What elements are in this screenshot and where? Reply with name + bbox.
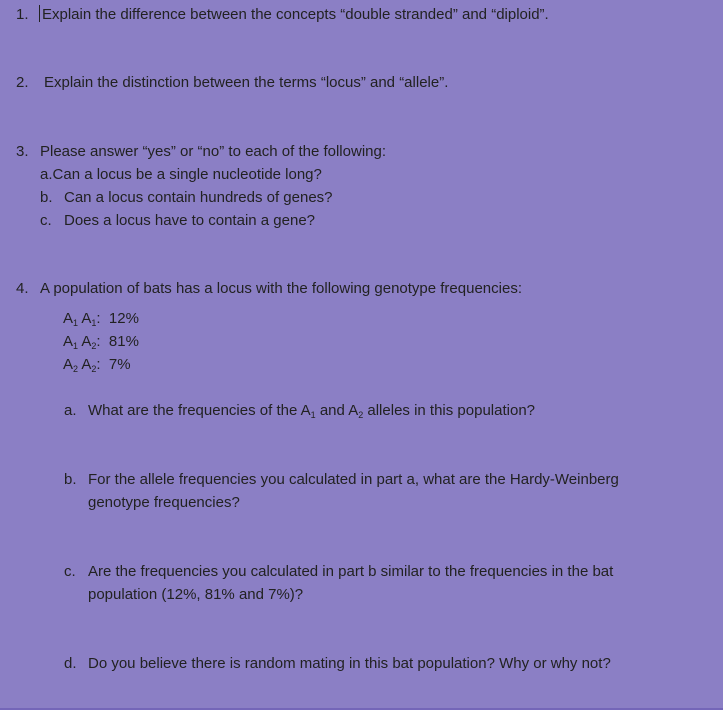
q3a-text: Can a locus be a single nucleotide long? <box>52 166 322 183</box>
q4c-text-line1: Are the frequencies you calculated in part b similar to the frequencies in the bat <box>88 563 614 580</box>
genotype-frequency: 7% <box>108 356 131 373</box>
subscript: 1 <box>310 410 316 420</box>
subscript: 1 <box>73 341 79 351</box>
genotype-frequency: 81% <box>108 333 139 350</box>
q1-text[interactable] <box>39 5 549 25</box>
q1-number: 1. <box>16 6 29 23</box>
q4c-label: c. <box>64 563 76 580</box>
subscript: 2 <box>91 364 97 374</box>
genotype-frequency: 12% <box>108 310 139 327</box>
subscript: 2 <box>91 341 97 351</box>
q3a <box>40 165 322 185</box>
allele-letter: A <box>63 356 74 373</box>
q3-text: Please answer “yes” or “no” to each of the following: <box>40 143 387 160</box>
q3c-label: c. <box>40 212 52 229</box>
q4c-text-line2: population (12%, 81% and 7%)? <box>88 586 304 603</box>
q2-number: 2. <box>16 74 29 91</box>
genotype-row: $A_1$ $A_1$: 12% <box>63 310 139 328</box>
allele-letter: A <box>81 356 92 373</box>
q3-number: 3. <box>16 143 29 160</box>
q4-text: A population of bats has a locus with the following genotype frequencies: <box>40 280 522 297</box>
q4a-label: a. <box>64 402 77 419</box>
q4d-label: d. <box>64 655 77 672</box>
q3a-label: a. <box>40 166 53 183</box>
q4-number: 4. <box>16 280 29 297</box>
q1-text-content: Explain the difference between the concepts “double stranded” and “diploid”. <box>42 6 549 23</box>
q2-text: Explain the distinction between the terms “locus” and “allele”. <box>44 74 449 91</box>
q4d-text: Do you believe there is random mating in this bat population? Why or why not? <box>88 655 611 672</box>
subscript: 1 <box>73 318 79 328</box>
allele-letter: A <box>63 333 74 350</box>
q4b-label: b. <box>64 471 77 488</box>
allele-letter: A <box>81 310 92 327</box>
q4a-mid: and A <box>315 402 359 419</box>
q3c-text: Does a locus have to contain a gene? <box>64 212 316 229</box>
subscript: 2 <box>358 410 364 420</box>
genotype-row: $A_1$ $A_2$: 81% <box>63 333 139 351</box>
q4a-pre: What are the frequencies of the A <box>88 402 311 419</box>
q4a-text <box>88 401 535 421</box>
q3b-label: b. <box>40 189 53 206</box>
allele-letter: A <box>81 333 92 350</box>
q4b-text-line1: For the allele frequencies you calculated in part a, what are the Hardy-Weinberg <box>88 471 619 488</box>
q4a-post: alleles in this population? <box>363 402 536 419</box>
q4b-text-line2: genotype frequencies? <box>88 494 240 511</box>
subscript: 1 <box>91 318 97 328</box>
genotype-row: $A_2$ $A_2$: 7% <box>63 356 131 374</box>
text-cursor <box>39 5 40 22</box>
q3b-text: Can a locus contain hundreds of genes? <box>64 189 333 206</box>
subscript: 2 <box>73 364 79 374</box>
allele-letter: A <box>63 310 74 327</box>
